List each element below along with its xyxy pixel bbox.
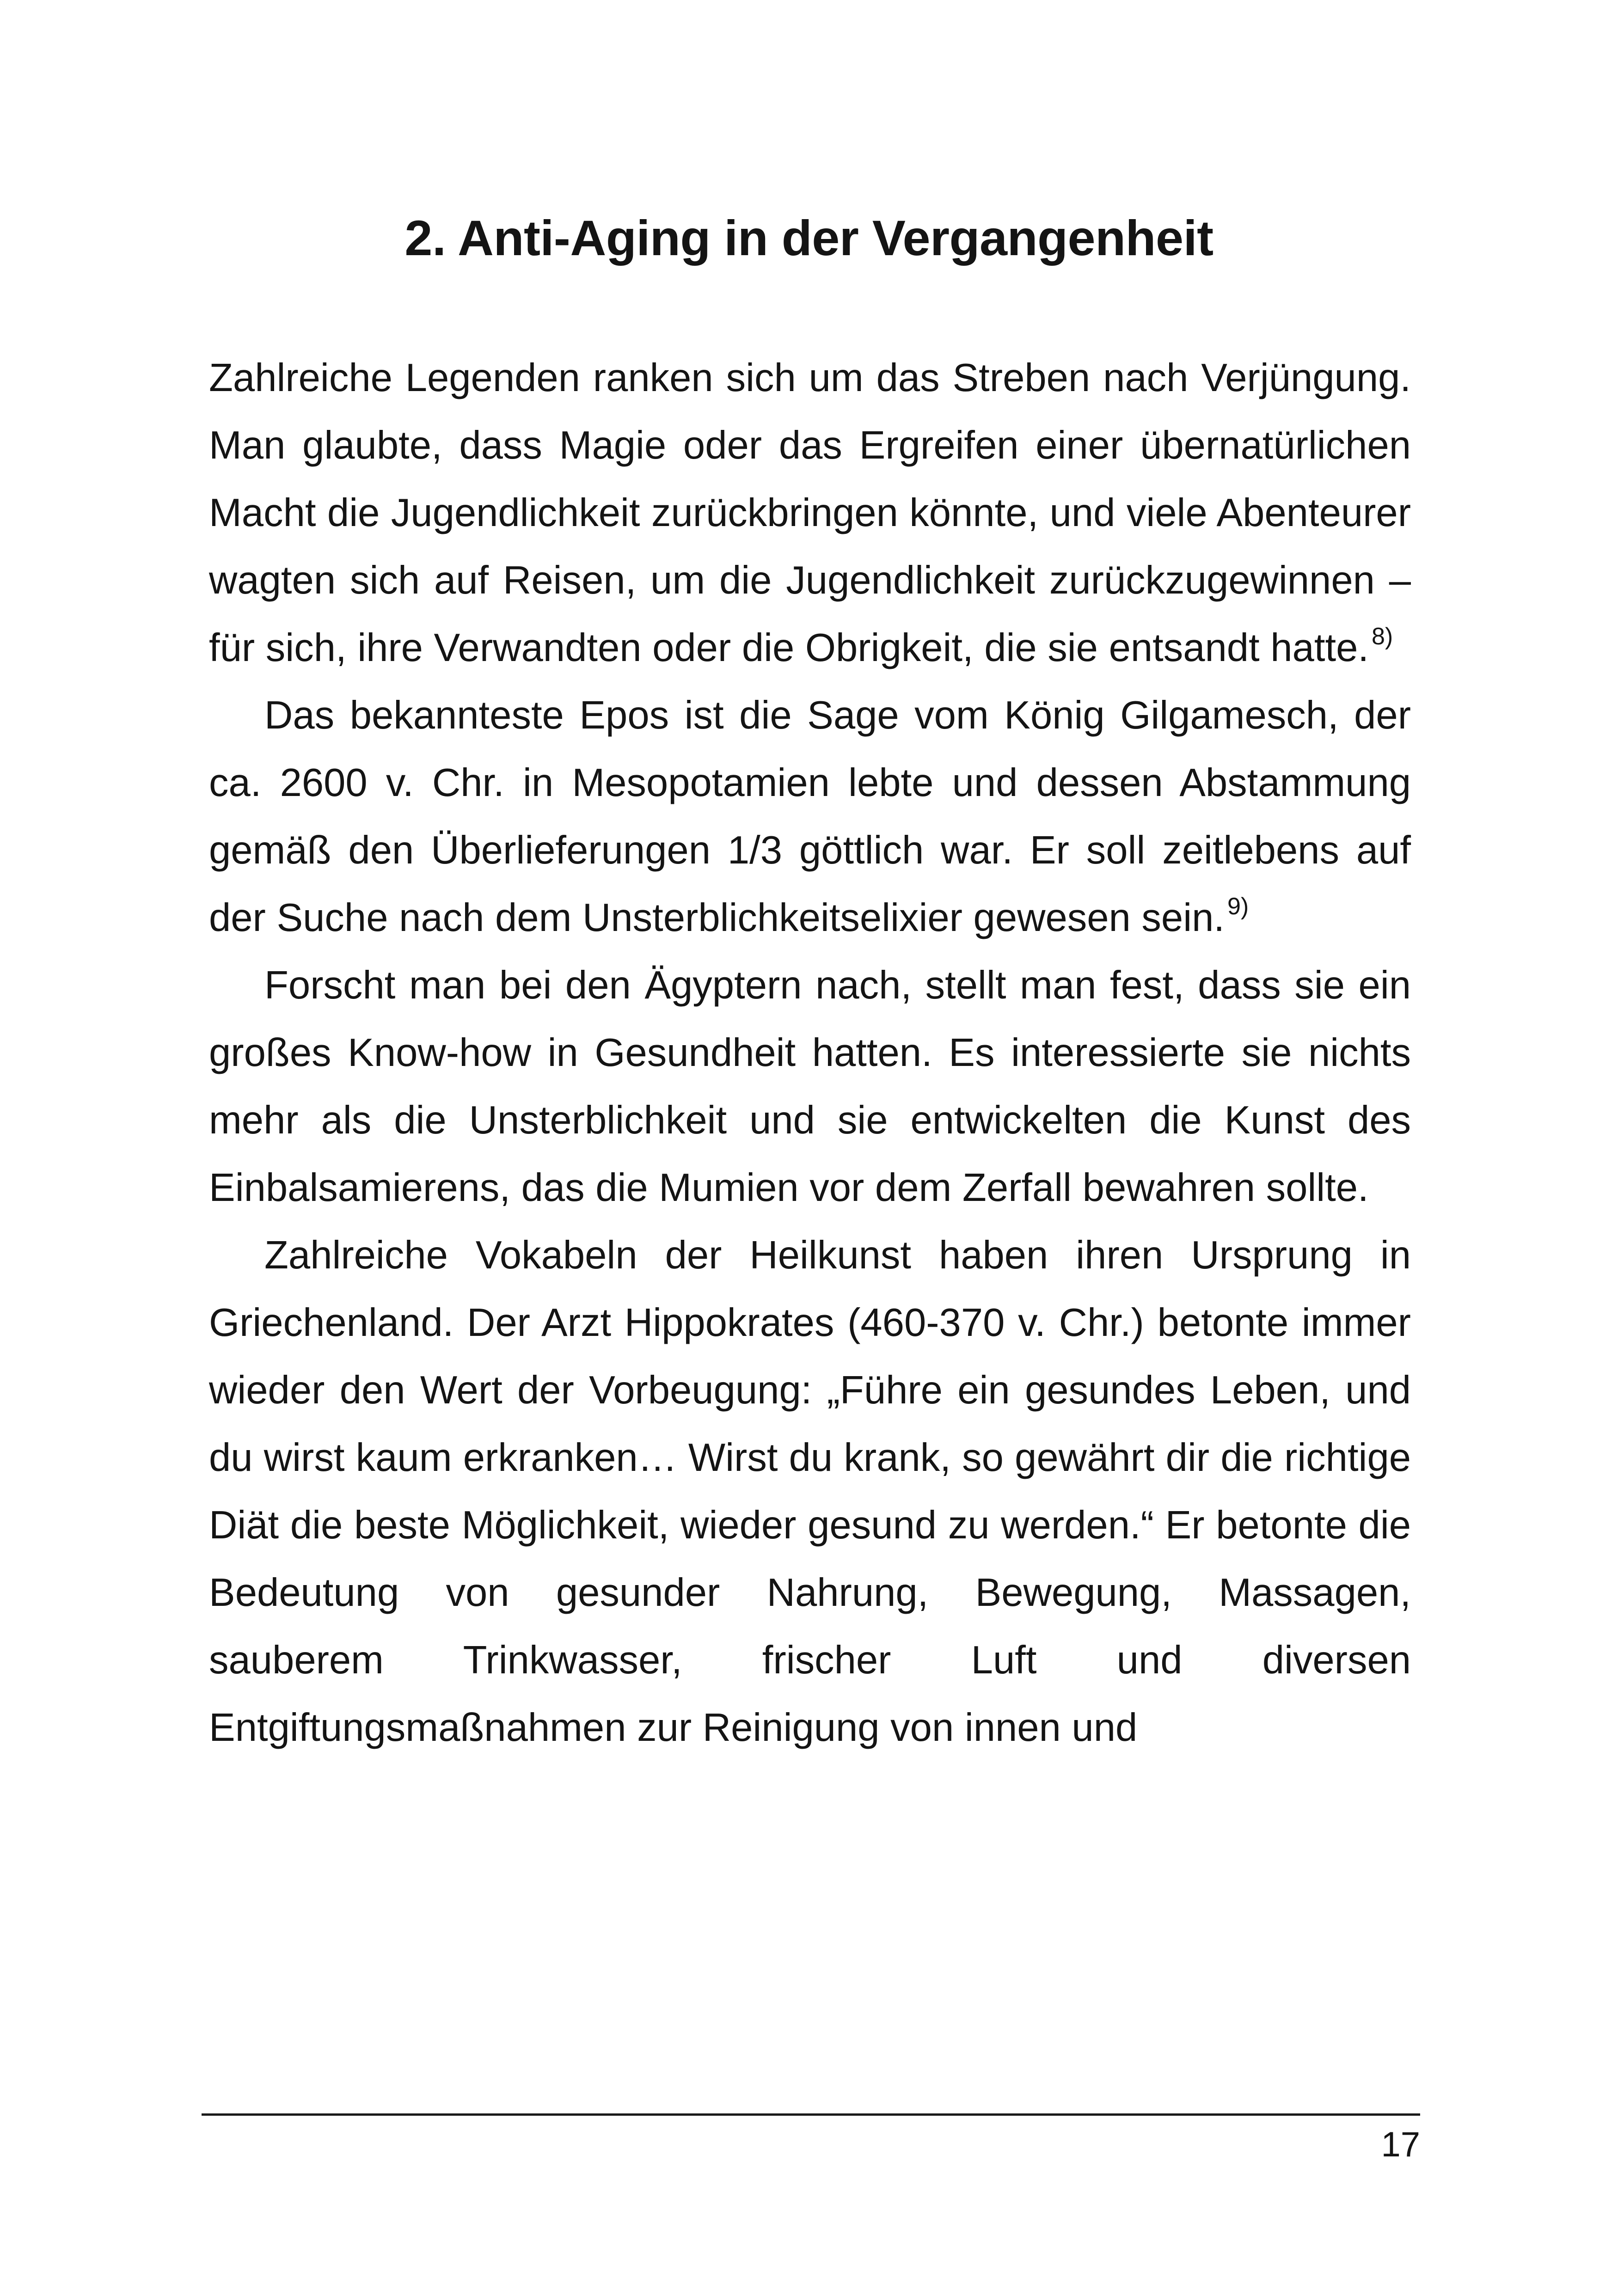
paragraph [209, 952, 1411, 1222]
chapter-title: 2. Anti-Aging in der Vergangenheit [404, 210, 1214, 266]
paragraph [209, 682, 1411, 952]
body-text [209, 344, 1411, 1762]
paragraph [209, 1222, 1411, 1762]
footnote-reference: 8) [1371, 623, 1393, 650]
paragraph-text: Das bekannteste Epos ist die Sage vom König Gilgamesch, der ca. 2600 v. Chr. in Mesopotamien lebte und dessen Abstammung gemäß den Überlieferungen 1/3 göttlich war. Er soll zeitlebens auf der Suche nach dem Unsterblichkeitselixier gewesen sein. [209, 693, 1411, 940]
paragraph-text: Zahlreiche Vokabeln der Heilkunst haben ihren Ursprung in Griechenland. Der Arzt Hippokrates (460-370 v. Chr.) betonte immer wieder den Wert der Vorbeugung: „Führe ein gesundes Leben, und du wirst kaum erkranken… Wirst du krank, so gewährt dir die richtige Diät die beste Möglichkeit, wieder gesund zu werden.“ Er betonte die Bedeutung von gesunder Nahrung, Bewegung, Massagen, sauberem Trinkwasser, frischer Luft und diversen Entgiftungsmaßnahmen zur Reinigung von innen und [209, 1233, 1411, 1750]
footnote-reference: 9) [1227, 893, 1249, 920]
paragraph [209, 344, 1411, 682]
paragraph-text: Forscht man bei den Ägyptern nach, stellt man fest, dass sie ein großes Know-how in Gesundheit hatten. Es interessierte sie nichts mehr als die Unsterblichkeit und sie entwickelten die Kunst des Einbalsamierens, das die Mumien vor dem Zerfall bewahren sollte. [209, 963, 1411, 1210]
paragraph-text: Zahlreiche Legenden ranken sich um das Streben nach Verjüngung. Man glaubte, dass Magie oder das Ergreifen einer übernatürlichen Macht die Jugendlichkeit zurückbringen könnte, und viele Abenteurer wagten sich auf Reisen, um die Jugendlichkeit zurückzugewinnen – für sich, ihre Verwandten oder die Obrigkeit, die sie entsandt hatte. [209, 356, 1411, 670]
footer-rule [202, 2113, 1420, 2116]
page-number: 17 [1381, 2125, 1420, 2164]
